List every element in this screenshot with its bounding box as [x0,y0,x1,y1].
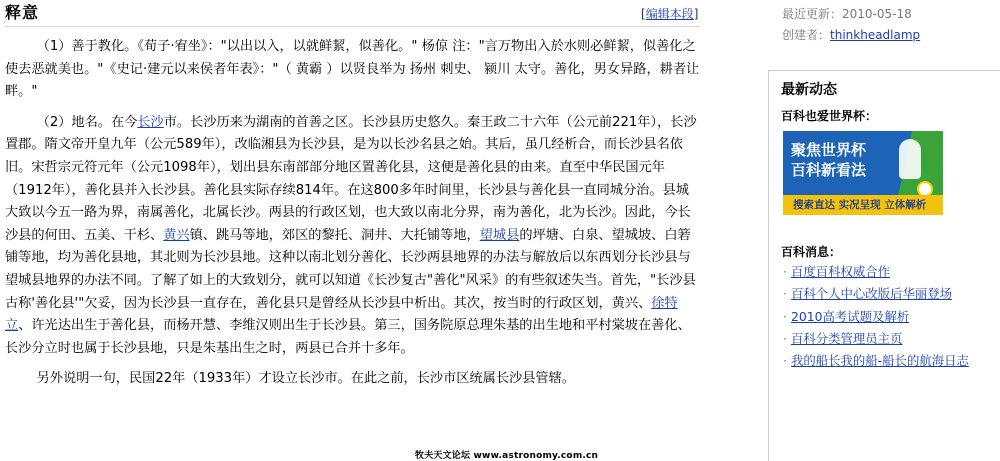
paragraph-1: （1）善于教化。《荀子·宥坐》："以出以入，以就鲜絜，似善化。" 杨倞 注："言万物出入於水则必鲜絜，似善化之使去恶就美也。"《史记·建元以来侯者年表》："（ 黄霸 ）以贤良举为 扬州 刺史、 颍川 太守。善化，男女异路，耕者让畔。" [5,39,700,100]
article-body [5,36,700,399]
link-xu-teli[interactable]: 徐特立 [5,295,678,334]
notice-link[interactable]: 百科个人中心改版后华丽登场 [790,286,953,302]
sidebar [768,0,1000,461]
creator-link[interactable]: thinkheadlamp [830,28,921,42]
notices-label: 百科消息： [781,245,842,259]
link-wangcheng-county[interactable]: 望城县 [479,227,520,243]
worldcup-banner[interactable] [783,131,943,215]
list-item [783,350,969,372]
bullet-icon: · [783,286,787,302]
list-item [783,283,969,305]
notice-link[interactable]: 百科分类管理员主页 [790,330,903,346]
worldcup-label: 百科也爱世界杯： [781,109,878,123]
banner-line-1: 聚焦世界杯 [791,141,867,159]
link-huangxing[interactable]: 黄兴 [163,227,190,243]
bullet-icon: · [783,353,787,369]
link-changsha[interactable]: 长沙 [137,114,164,130]
football-player-icon [899,139,921,179]
bullet-icon: · [783,308,787,324]
edit-section-label[interactable]: 编辑本段 [645,7,694,21]
banner-line-3: 搜索直达 实况呈现 立体解析 [793,199,927,211]
edit-section-link[interactable]: [编辑本段] [641,7,699,21]
banner-line-2: 百科新看法 [791,161,867,179]
list-item [783,306,969,328]
news-title: 最新动态 [781,82,837,98]
notice-link[interactable]: 2010高考试题及解析 [790,308,910,324]
list-item [783,328,969,350]
watermark-text: 牧夫天文论坛 www.astronomy.com.cn [415,451,599,461]
section-divider [5,26,700,27]
notice-list [783,261,969,372]
entry-meta [782,4,920,46]
bullet-icon: · [783,330,787,346]
creator: 创建者：thinkheadlamp [782,28,921,42]
last-updated: 最近更新：2010-05-18 [782,7,912,21]
bullet-icon: · [783,264,787,279]
section-title: 释意 [5,3,40,22]
paragraph-2: （2）地名。在今长沙市。长沙历来为湖南的首善之区。长沙县历史悠久。秦王政二十六年（公元前221年），长沙置郡。隋文帝开皇九年（公元589年），改临湘县为长沙县，是为以长沙名县之始。其后，虽几经析合，而长沙县名依旧。宋哲宗元符元年（公元1098年），划出县东南部部分地区置善化县，这便是善化县的由来。直至中华民国元年（1912年），善化县并入长沙县。善化县实际存续814年。在这800多年时间里，长沙县与善化县一直同城分治。县城大致以今五一路为界，南属善化，北属长沙。两县的行政区划，也大致以南北分界，南为善化，北为长沙。因此，今长沙县的何田、五美、干杉、黄兴镇、跳马等地，郊区的黎托、洞井、大托铺等地，望城县的坪塘、白泉、望城坡、白箬铺等地，均为善化县地，其北则为长沙县地。这种以南北划分善化、长沙两县地界的办法与解放后以东西划分长沙县与望城县地界的办法不同。了解了如上的大致划分，就可以知道《长沙复古"善化"风采》的有些叙述失当。首先，"长沙县古称'善化县'"欠妥，因为长沙县一直存在，善化县只是曾经从长沙县中析出。其次，按当时的行政区划，黄兴、徐特立、许光达出生于善化县，而杨开慧、李维汉则出生于长沙县。第三，国务院原总理朱基的出生地和平村棠坡在善化、长沙分立时也属于长沙县地，只是朱基出生之时，两县已合并十多年。 [5,114,697,356]
list-item [783,261,969,283]
news-box [768,70,1000,461]
notice-link[interactable]: 我的船长我的船-船长的航海日志 [790,353,969,369]
paragraph-3: 另外说明一句，民国22年（1933年）才设立长沙市。在此之前，长沙市区统属长沙县管辖。 [36,371,575,387]
notice-link[interactable]: 百度百科权威合作 [790,264,891,279]
